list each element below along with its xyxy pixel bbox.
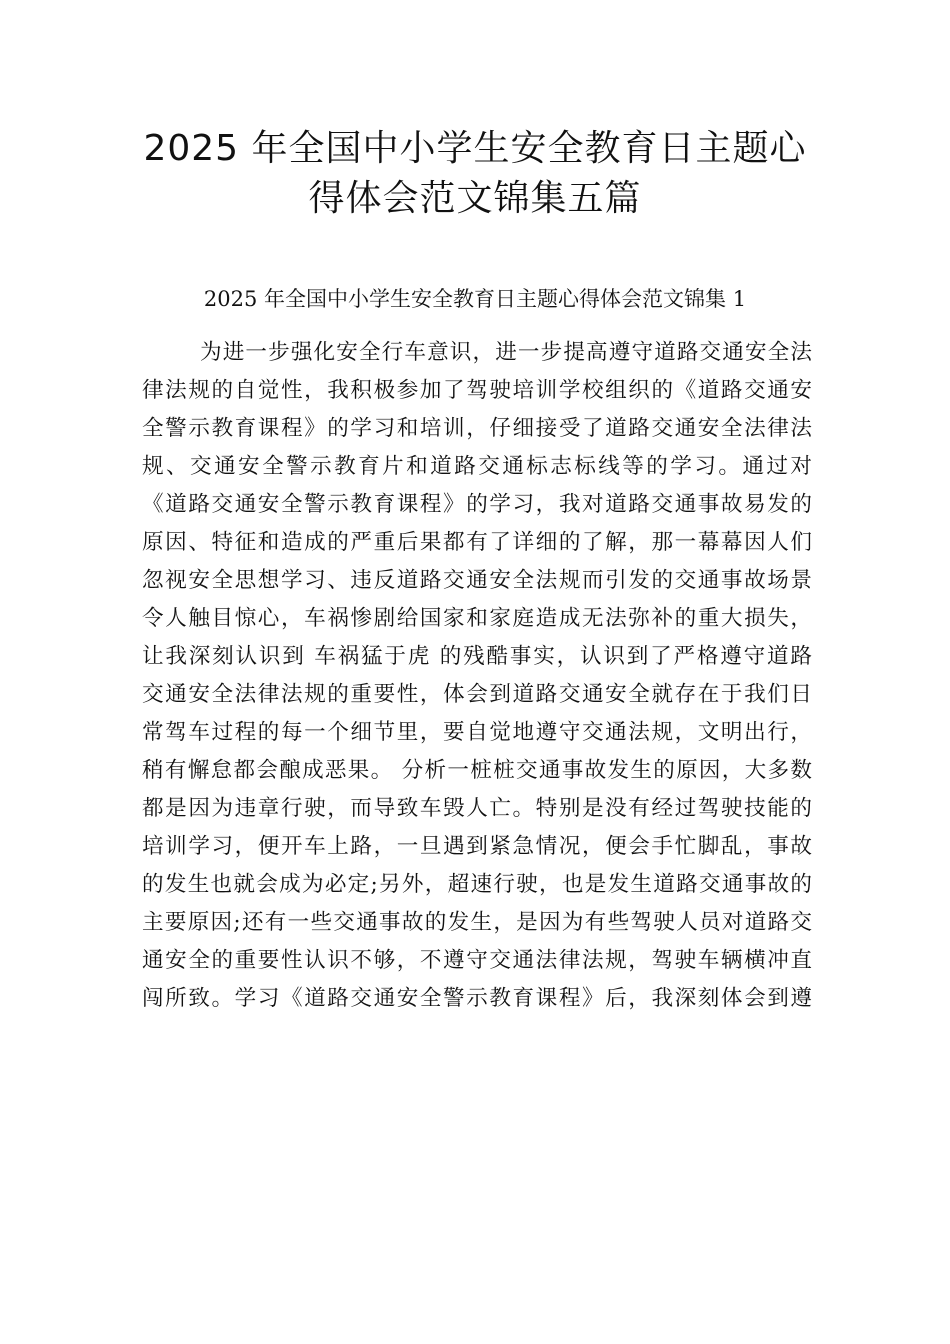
section-subtitle: 2025 年全国中小学生安全教育日主题心得体会范文锦集 1	[203, 287, 747, 311]
body-line: 忽视安全思想学习、违反道路交通安全法规而引发的交通事故场景	[142, 568, 812, 593]
body-line: 闯所致。学习《道路交通安全警示教育课程》后，我深刻体会到遵	[142, 986, 812, 1011]
body-paragraph	[142, 334, 812, 1018]
body-line: 《道路交通安全警示教育课程》的学习，我对道路交通事故易发的	[142, 492, 812, 517]
body-line: 的发生也就会成为必定;另外，超速行驶，也是发生道路交通事故的	[142, 872, 812, 897]
body-line: 让我深刻认识到 车祸猛于虎 的残酷事实，认识到了严格遵守道路	[142, 644, 812, 669]
body-line: 通安全的重要性认识不够，不遵守交通法律法规，驾驶车辆横冲直	[142, 948, 812, 973]
document-title-line-1: 2025 年全国中小学生安全教育日主题心	[143, 128, 807, 169]
body-line: 原因、特征和造成的严重后果都有了详细的了解，那一幕幕因人们	[142, 530, 812, 555]
body-line: 都是因为违章行驶，而导致车毁人亡。特别是没有经过驾驶技能的	[142, 796, 812, 821]
body-line: 律法规的自觉性，我积极参加了驾驶培训学校组织的《道路交通安	[142, 378, 812, 403]
document-title	[100, 124, 850, 224]
body-line: 全警示教育课程》的学习和培训，仔细接受了道路交通安全法律法	[142, 416, 812, 441]
document-title-line-2: 得体会范文锦集五篇	[308, 178, 642, 219]
body-line: 为进一步强化安全行车意识，进一步提高遵守道路交通安全法	[200, 340, 812, 365]
body-line: 稍有懈怠都会酿成恶果。 分析一桩桩交通事故发生的原因，大多数	[142, 758, 812, 783]
body-line: 常驾车过程的每一个细节里，要自觉地遵守交通法规，文明出行，	[142, 720, 812, 745]
body-line: 主要原因;还有一些交通事故的发生，是因为有些驾驶人员对道路交	[142, 910, 812, 935]
body-line: 交通安全法律法规的重要性，体会到道路交通安全就存在于我们日	[142, 682, 812, 707]
body-line: 培训学习，便开车上路，一旦遇到紧急情况，便会手忙脚乱，事故	[142, 834, 812, 859]
body-line: 令人触目惊心，车祸惨剧给国家和家庭造成无法弥补的重大损失，	[142, 606, 812, 631]
body-line: 规、交通安全警示教育片和道路交通标志标线等的学习。通过对	[142, 454, 812, 479]
